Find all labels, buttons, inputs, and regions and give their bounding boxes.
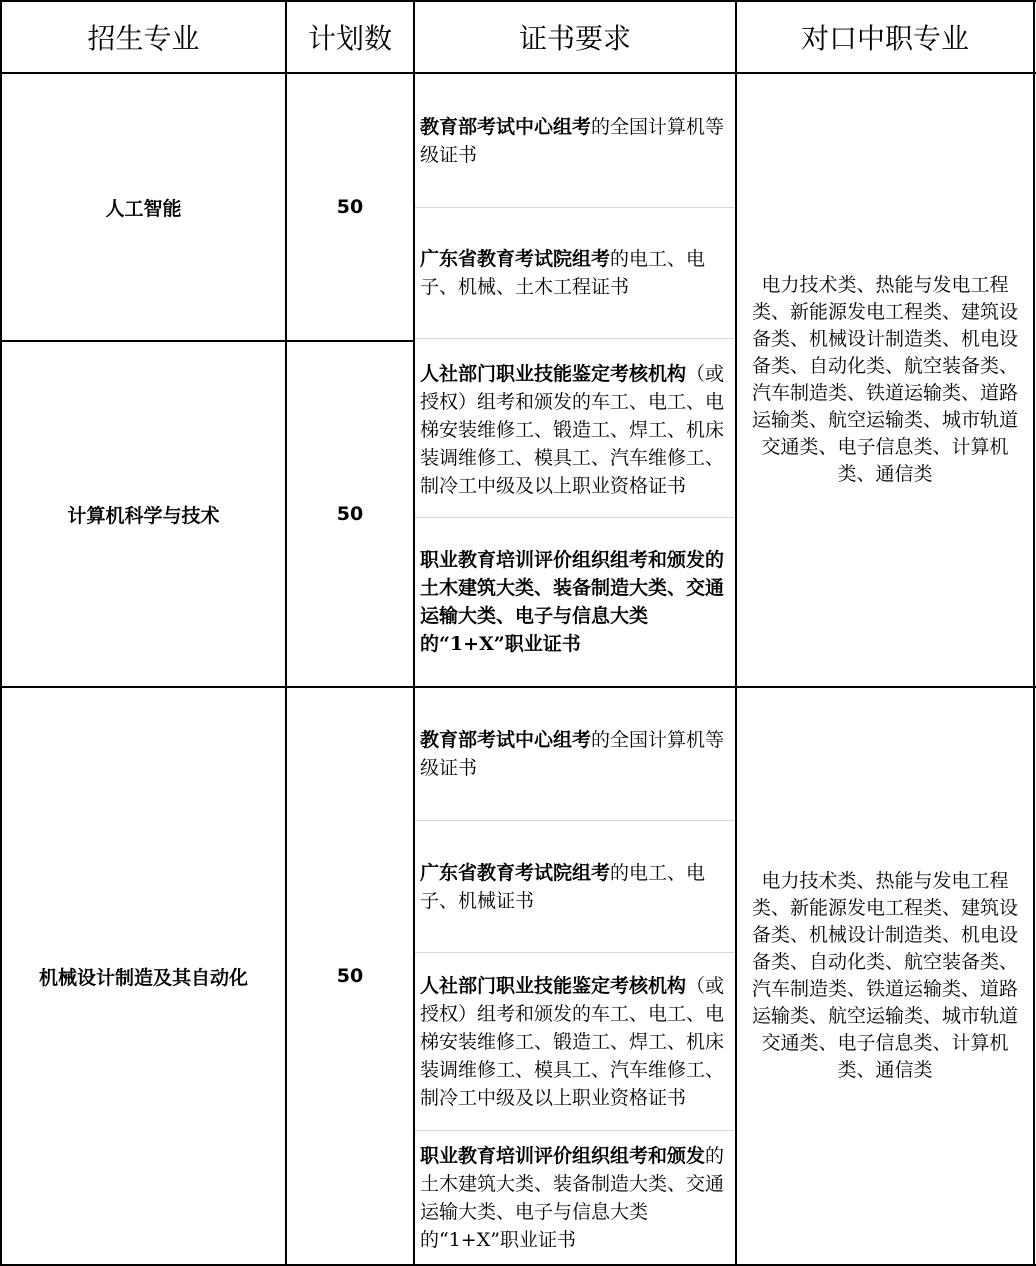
plan-cell: 50: [336, 196, 364, 218]
plan-cell: 50: [336, 503, 364, 525]
cert-cell: [415, 342, 735, 517]
border-right: [1033, 0, 1035, 1266]
major-cell: 计算机科学与技术: [67, 504, 220, 527]
header-plan: 计划数: [307, 22, 392, 55]
cert-cell: [415, 1131, 735, 1264]
cert-cell: [415, 208, 735, 338]
cert-issuer: 人社部门职业技能鉴定考核机构: [420, 362, 687, 385]
cert-detail: 的土木建筑大类、装备制造大类、交通运输大类、电子与信息大类的“1+X”职业证书: [420, 1144, 725, 1251]
major-cell: 机械设计制造及其自动化: [38, 966, 248, 989]
header-cert: 证书要求: [518, 22, 631, 55]
cert-detail: 的全国计算机等级证书: [420, 115, 725, 166]
cert-cell: [415, 518, 735, 686]
cert-issuer: 职业教育培训评价组织组考和颁发的土木建筑大类、装备制造大类、交通运输大类、电子与信息大类的“1+X”职业证书: [420, 549, 725, 655]
cert-detail: （或授权）组考和颁发的车工、电工、电梯安装维修工、锻造工、焊工、机床装调维修工、模具工、汽车维修工、制冷工中级及以上职业资格证书: [420, 362, 725, 497]
cert-issuer: 人社部门职业技能鉴定考核机构: [420, 974, 687, 997]
cert-cell: [415, 821, 735, 952]
cert-issuer: 教育部考试中心组考: [420, 115, 592, 138]
match-cell: 电力技术类、热能与发电工程类、新能源发电工程类、建筑设备类、机械设计制造类、机电设备类、自动化类、航空装备类、汽车制造类、铁道运输类、道路运输类、航空运输类、城市轨道交通类、电子信息类、计算机类、通信类: [751, 870, 1018, 1081]
cert-detail: 的电工、电子、机械、土木工程证书: [420, 248, 706, 298]
header-match: 对口中职专业: [800, 22, 969, 55]
cert-issuer: 广东省教育考试院组考: [420, 861, 611, 884]
cert-issuer: 职业教育培训评价组织组考和颁发: [420, 1144, 706, 1167]
cert-cell: [415, 688, 735, 820]
cert-issuer: 教育部考试中心组考: [420, 729, 592, 751]
cert-sep: [415, 338, 735, 339]
cert-cell: [415, 74, 735, 207]
cert-detail: （或授权）组考和颁发的车工、电工、电梯安装维修工、锻造工、焊工、机床装调维修工、模具工、汽车维修工、制冷工中级及以上职业资格证书: [420, 974, 725, 1109]
cert-issuer: 广东省教育考试院组考: [420, 248, 611, 270]
cert-detail: 的电工、电子、机械证书: [420, 861, 706, 912]
cert-detail: 的全国计算机等级证书: [420, 729, 725, 779]
plan-cell: 50: [336, 965, 364, 987]
match-cell: 电力技术类、热能与发电工程类、新能源发电工程类、建筑设备类、机械设计制造类、机电设备类、自动化类、航空装备类、汽车制造类、铁道运输类、道路运输类、航空运输类、城市轨道交通类、电子信息类、计算机类、通信类: [751, 274, 1018, 485]
major-cell: 人工智能: [105, 197, 182, 220]
cert-cell: [415, 953, 735, 1130]
header-major: 招生专业: [87, 22, 200, 55]
